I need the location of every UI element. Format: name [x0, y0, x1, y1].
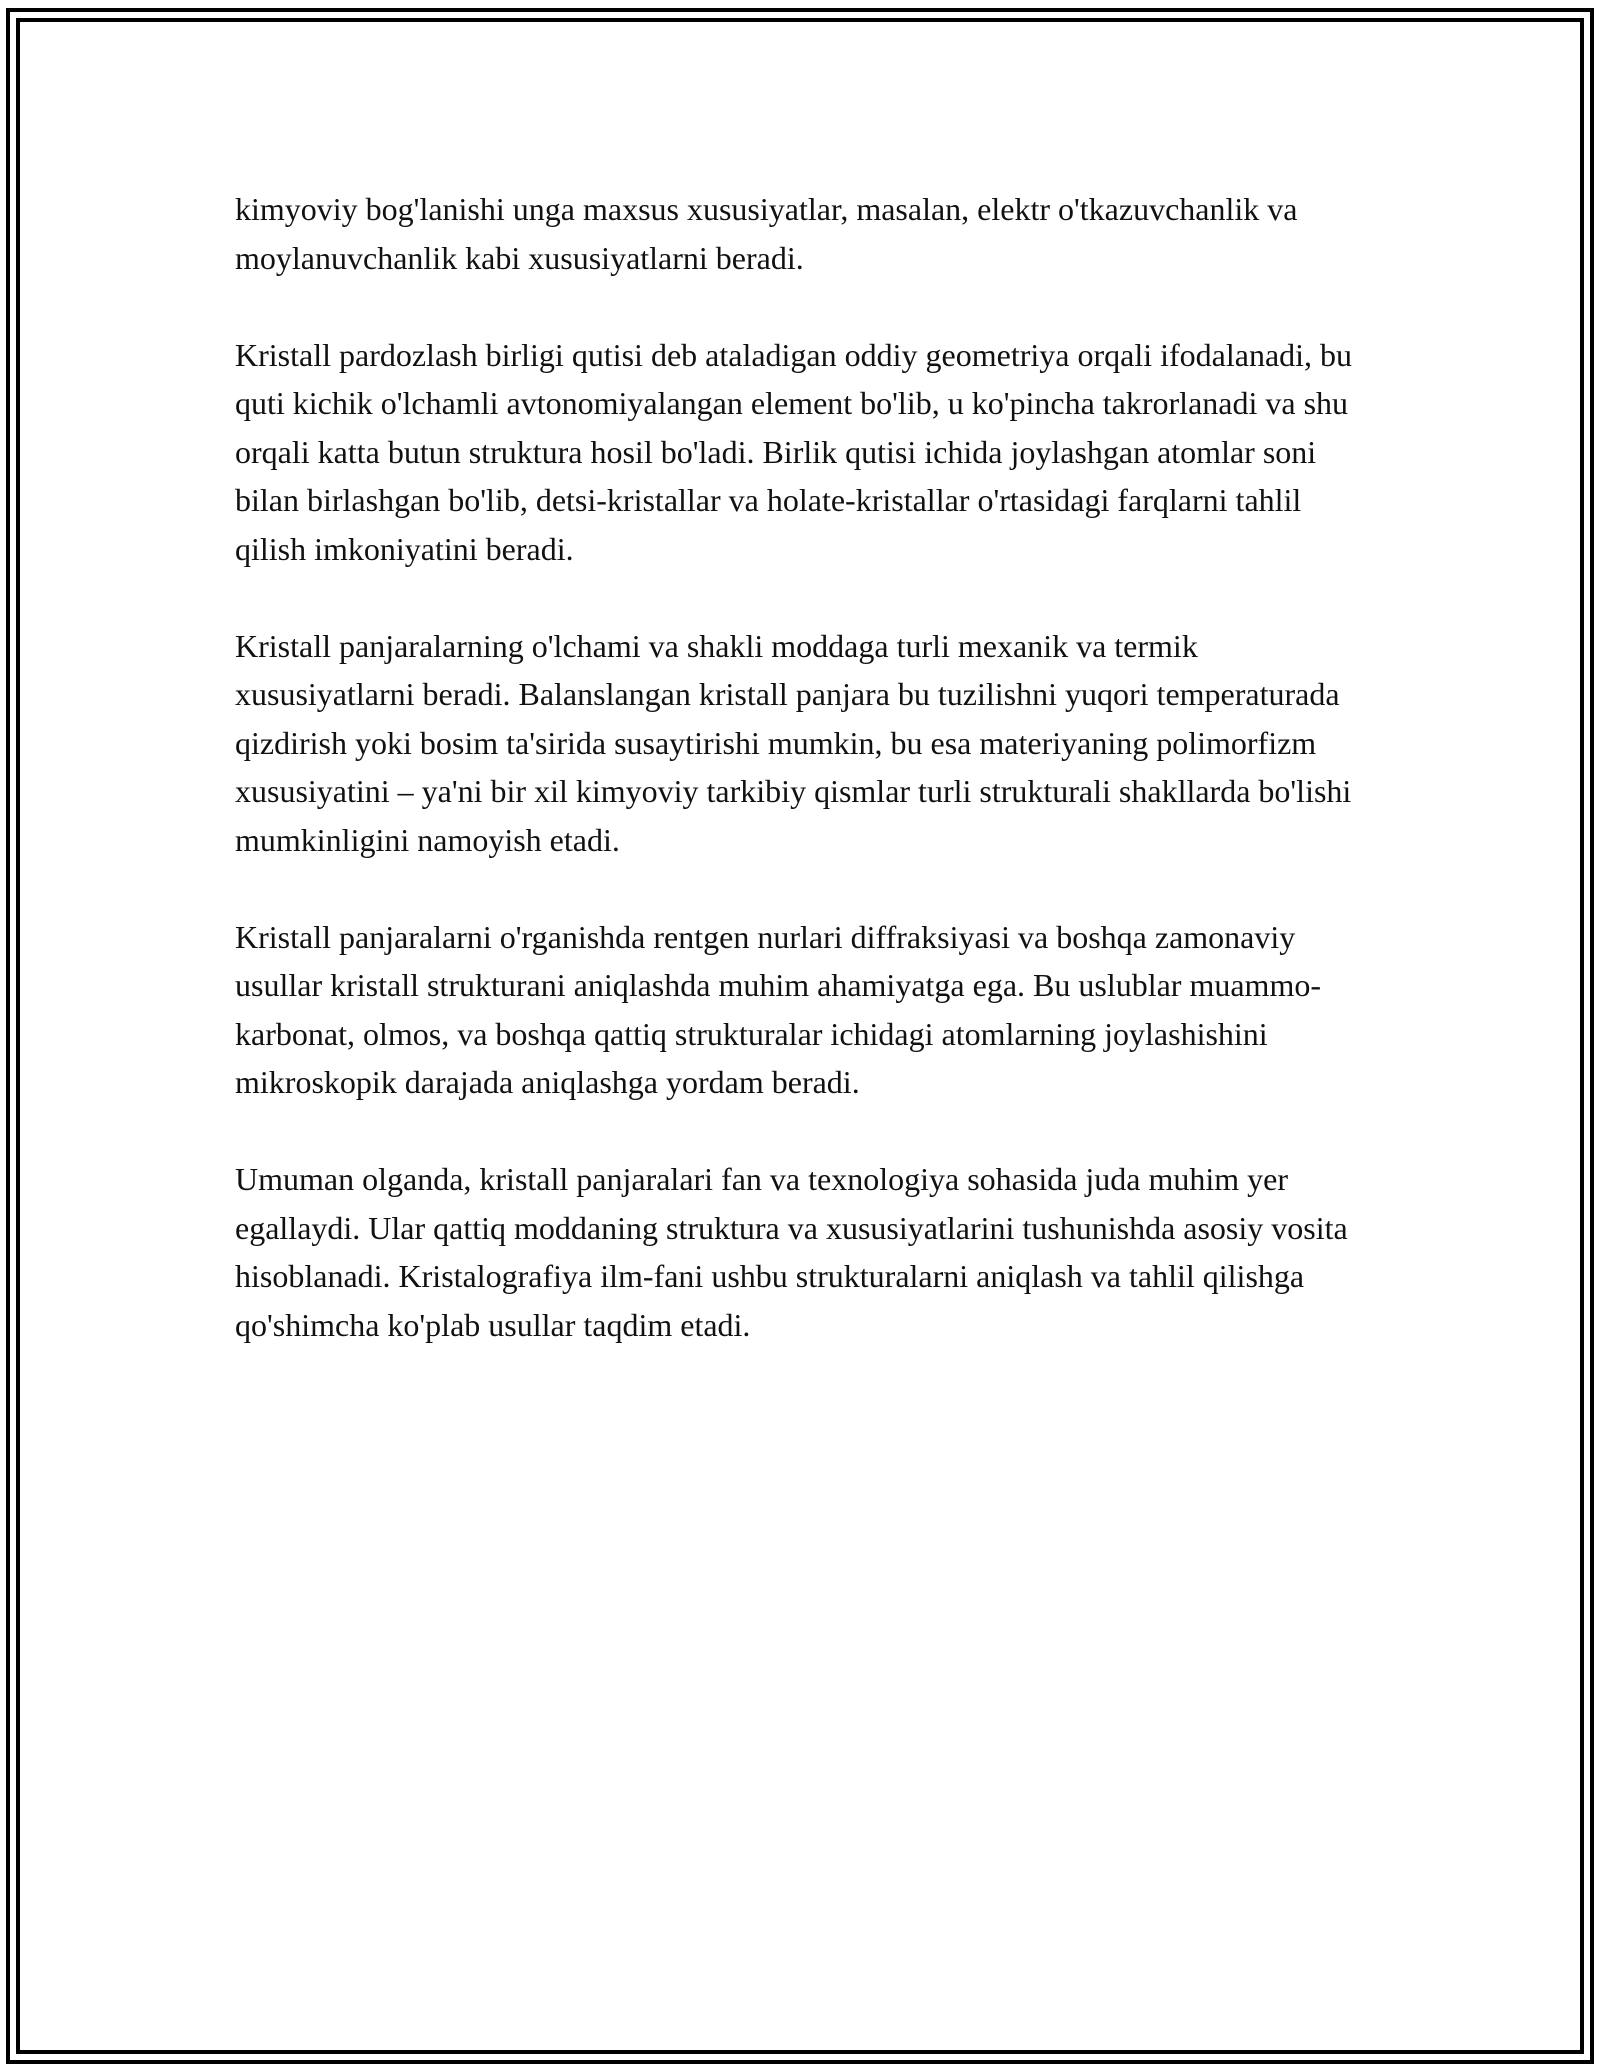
- paragraph: Umuman olganda, kristall panjaralari fan va texnologiya sohasida juda muhim yer egallaydi. Ular qattiq moddaning struktura va xususiyatlarini tushunishda asosiy vosita hisoblanadi. Kristalografiya ilm-fani ushbu strukturalarni aniqlash va tahlil qilishga qo'shimcha ko'plab usullar taqdim etadi.: [235, 1161, 1348, 1343]
- document-body: [235, 185, 1380, 1398]
- paragraph: Kristall panjaralarni o'rganishda rentgen nurlari diffraksiyasi va boshqa zamonaviy usullar kristall strukturani aniqlashda muhim ahamiyatga ega. Bu uslublar muammo-karbonat, olmos, va boshqa qattiq strukturalar ichidagi atomlarning joylashishini mikroskopik darajada aniqlashga yordam beradi.: [235, 918, 1321, 1100]
- paragraph: Kristall pardozlash birligi qutisi deb ataladigan oddiy geometriya orqali ifodalanadi, bu quti kichik o'lchamli avtonomiyalangan element bo'lib, u ko'pincha takrorlanadi va shu orqali katta butun struktura hosil bo'ladi. Birlik qutisi ichida joylashgan atomlar soni bilan birlashgan bo'lib, detsi-kristallar va holate-kristallar o'rtasidagi farqlarni tahlil qilish imkoniyatini beradi.: [235, 336, 1353, 567]
- paragraph: kimyoviy bog'lanishi unga maxsus xususiyatlar, masalan, elektr o'tkazuvchanlik va moylanuvchanlik kabi xususiyatlarni beradi.: [235, 191, 1298, 276]
- paragraph: Kristall panjaralarning o'lchami va shakli moddaga turli mexanik va termik xususiyatlarni beradi. Balanslangan kristall panjara bu tuzilishni yuqori temperaturada qizdirish yoki bosim ta'sirida susaytirishi mumkin, bu esa materiyaning polimorfizm xususiyatini – ya'ni bir xil kimyoviy tarkibiy qismlar turli strukturali shakllarda bo'lishi mumkinligini namoyish etadi.: [235, 627, 1352, 858]
